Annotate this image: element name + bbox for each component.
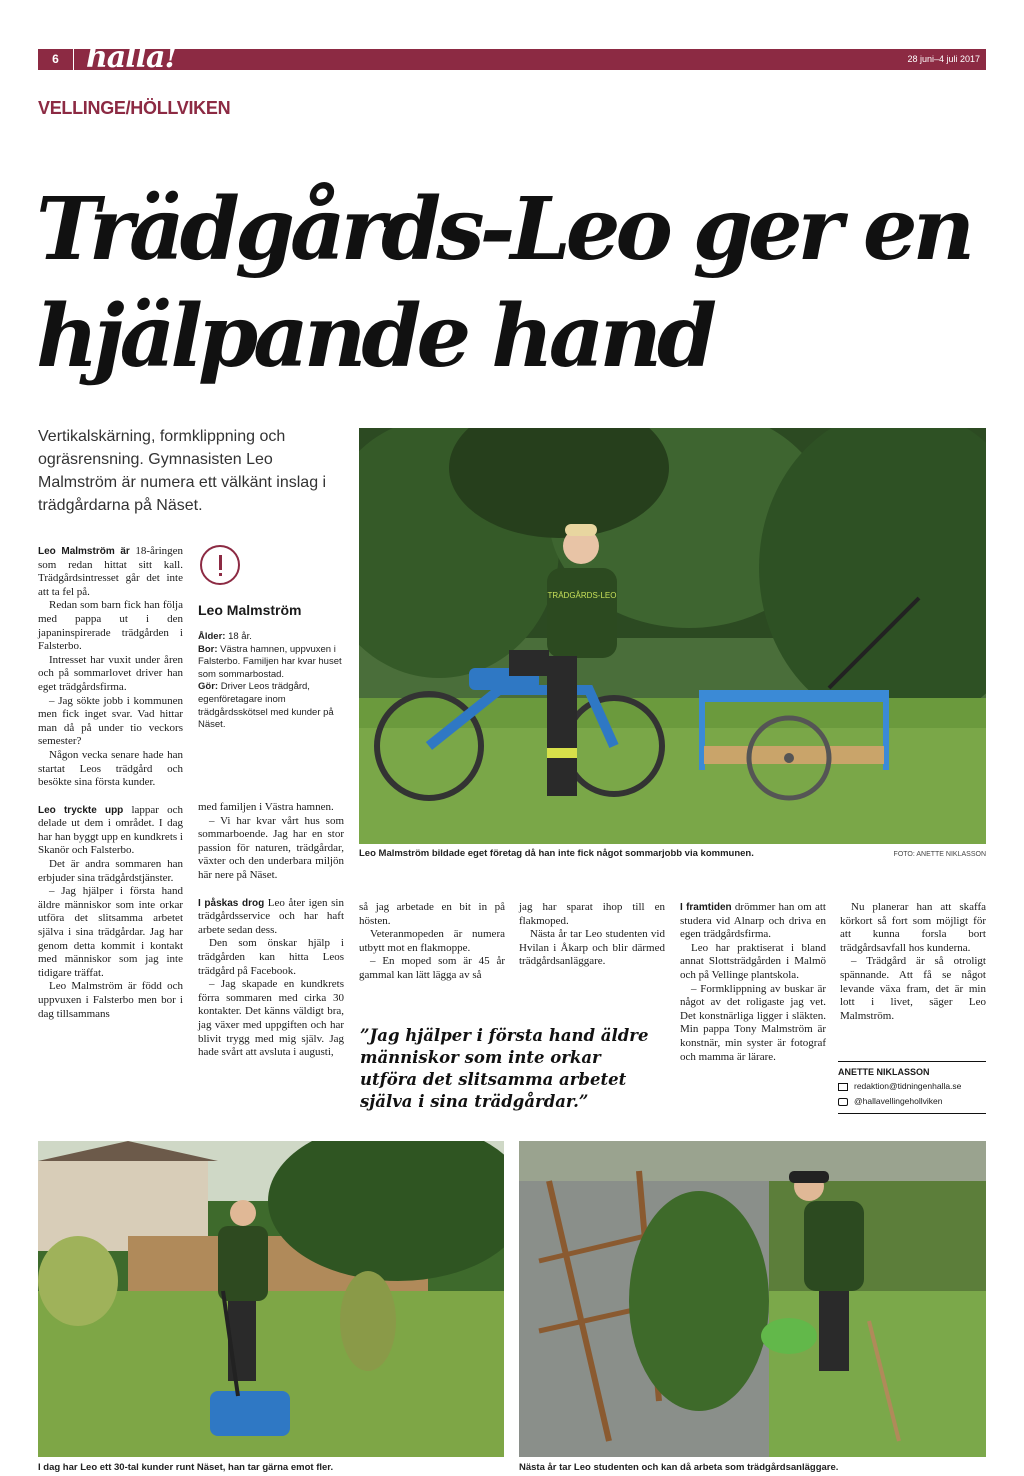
lead-in: I påskas drog [198, 897, 265, 909]
garden-photo [519, 1141, 986, 1457]
body-column-5 [680, 901, 826, 1064]
body-column-3 [359, 901, 505, 983]
fact-label: Ålder: [198, 631, 226, 642]
paragraph: – Jag hjälper i första hand äldre människor som inte orkar utföra det slitsamma arbetet själva i sina trädgårdar. Jag har genom detta kommit i kontakt med människor som jag inte tidigare träffat. [38, 885, 183, 979]
main-photo-caption: Leo Malmström bildade eget företag då han inte fick något sommarjobb via kommunen. [359, 848, 754, 859]
publication-logo: hallå! [86, 40, 177, 75]
paragraph: Det är andra sommaren han erbjuder sina trädgårdstjänster. [38, 858, 183, 884]
paragraph: Någon vecka senare hade han startat Leos trädgård och besökte sina första kunder. [38, 748, 183, 789]
masthead-bar [38, 40, 986, 75]
photo-credit: FOTO: ANETTE NIKLASSON [893, 851, 986, 858]
body-column-2 [198, 801, 344, 1060]
envelope-icon [838, 1083, 848, 1091]
body-column-4 [519, 901, 665, 969]
author-name: ANETTE NIKLASSON [838, 1067, 930, 1077]
paragraph: Den som önskar hjälp i trädgården kan hitta Leos trädgård på Facebook. [198, 937, 344, 977]
paragraph: Leo Malmström är född och uppvuxen i Falsterbo men bor i dag tillsammans [38, 980, 183, 1020]
fact-box-body [198, 631, 344, 732]
shirt-print: TRÄDGÅRDS-LEO [547, 591, 617, 600]
paragraph: så jag arbetade en bit in på hösten. [359, 901, 505, 927]
author-email[interactable]: redaktion@tidningenhalla.se [854, 1081, 962, 1091]
exclamation-icon [200, 545, 240, 585]
paragraph: drömmer han om att studera vid Alnarp och driva en egen trädgårdsfirma. [680, 901, 826, 941]
paragraph: med familjen i Västra hamnen. [198, 801, 334, 813]
pull-quote: ”Jag hjälper i första hand äldre människor som inte orkar utföra det slitsamma arbetet själva i sina trädgårdar.” [360, 1026, 649, 1111]
lead-in: Leo tryckte upp [38, 804, 124, 816]
lawn-photo-caption: I dag har Leo ett 30-tal kunder runt Näset, han tar gärna emot fler. [38, 1462, 334, 1473]
paragraph: jag har sparat ihop till en flakmoped. [519, 901, 665, 927]
paragraph: lappar och delade ut dem i området. I dag har han byggt upp en kundkrets i Skanör och Falsterbo. [38, 803, 183, 857]
paragraph: Leo åter igen sin trädgårdsservice och har haft arbete sedan dess. [198, 896, 344, 936]
paragraph: – Vi har kvar vårt hus som sommarboende. Jag har en stor passion för naturen, trädgårdar, växter och den underbara miljön här nere på Näset. [198, 814, 344, 881]
body-column-1 [38, 545, 183, 1021]
byline-divider [838, 1113, 986, 1114]
byline [838, 1061, 986, 1114]
paragraph: – Jag skapade en kundkrets förra sommaren med cirka 30 kontakter. Det känns väldigt bra, jag växer med uppgiften och har blivit trygg med mig själv. Jag hade svårt att avsluta i augusti, [198, 978, 344, 1059]
paragraph: – En moped som är 45 år gammal kan lätt lägga av så [359, 955, 505, 981]
paragraph: – Formklippning av buskar är något av det roligaste jag vet. Det konstnärliga ligger i släkten. Min pappa Tony Malmström är konstnär, min syster är fotograf och mamma är lärare. [680, 982, 826, 1063]
lead-in: I framtiden [680, 902, 732, 913]
body-column-6 [840, 901, 986, 1023]
fact-value: Driver Leos trädgård, egenföretagare inom trädgårdsskötsel med kunder på Näset. [198, 681, 334, 731]
page-number: 6 [38, 49, 74, 70]
issue-date: 28 juni–4 juli 2017 [907, 54, 980, 64]
paragraph: Nu planerar han att skaffa körkort så fort som möjligt för att kunna forsla bort trädgårdsavfall hos kunderna. [840, 901, 986, 954]
fact-label: Gör: [198, 681, 219, 693]
paragraph: Redan som barn fick han följa med pappa ut i den japaninspirerade trädgården i Falsterbo. [38, 599, 183, 653]
fact-value: 18 år. [228, 631, 252, 642]
main-photo [359, 428, 986, 844]
paragraph: – Jag sökte jobb i kommunen men fick inget svar. Vad hittar man då på under tio veckors semester? [38, 694, 183, 748]
paragraph: Veteranmopeden är numera utbytt mot en flakmoppe. [359, 928, 505, 954]
author-email-row[interactable] [838, 1079, 986, 1094]
headline: Trädgårds-Leo ger en hjälpande hand [36, 179, 971, 387]
instagram-icon [838, 1098, 848, 1106]
lead-in: Leo Malmström är [38, 546, 130, 557]
garden-photo-caption: Nästa år tar Leo studenten och kan då arbeta som trädgårdsanläggare. [519, 1462, 839, 1473]
fact-label: Bor: [198, 643, 218, 655]
section-label: VELLINGE/HÖLLVIKEN [38, 98, 231, 118]
paragraph: Leo har praktiserat i bland annat Slottsträdgården i Malmö och på Vellinge plantskola. [680, 941, 826, 981]
ingress: Vertikalskärning, formklippning och ogräsrensning. Gymnasisten Leo Malmström är numera ett välkänt inslag i trädgårdarna på Näset. [38, 428, 327, 514]
fact-box [198, 545, 344, 732]
paragraph: – Trädgård är så otroligt spännande. Att få se något levande växa fram, det är min lott i livet, säger Leo Malmström. [840, 955, 986, 1022]
paragraph: Intresset har vuxit under åren och på sommarlovet driver han eget trädgårdsfirma. [38, 653, 183, 693]
paragraph: Nästa år tar Leo studenten vid Hvilan i Åkarp och blir därmed trädgårdsanläggare. [519, 928, 665, 968]
lawn-photo [38, 1141, 504, 1457]
fact-value: Västra hamnen, uppvuxen i Falsterbo. Familjen har kvar huset som sommarbostad. [198, 643, 342, 680]
fact-box-title: Leo Malmström [198, 602, 302, 618]
author-instagram-row[interactable] [838, 1094, 986, 1109]
author-instagram[interactable]: @hallavellingehollviken [854, 1096, 943, 1106]
paragraph: 18-åringen som redan hittat sitt kall. Trädgårdsintresset går det inte att ta fel på. [38, 545, 184, 598]
